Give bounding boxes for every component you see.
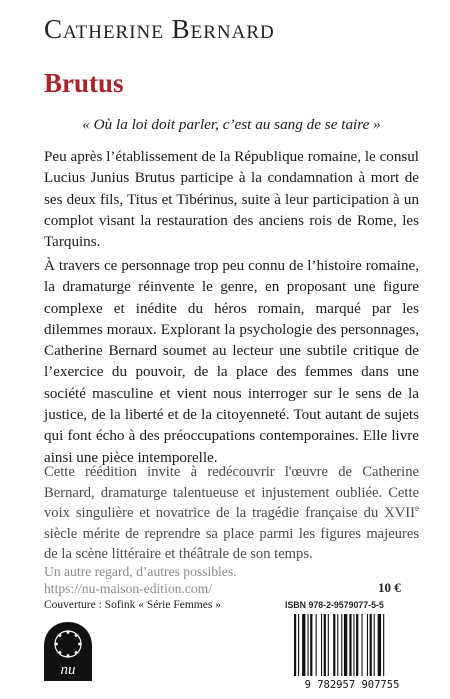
barcode-bar [328,614,329,676]
barcode-bar [310,614,312,676]
summary-paragraph-3 [44,462,419,565]
barcode-bar [362,614,363,676]
barcode-bar [374,614,375,676]
isbn-label: ISBN 978-2-9579077-5-5 [285,600,384,610]
barcode-bar [353,614,354,676]
barcode-bar [356,614,358,676]
barcode-bar [298,614,299,676]
cover-credit: Couverture : Sofink « Série Femmes » [44,599,221,611]
para3-text-a: Cette réédition invite à redécouvrir l'œuvre de Catherine Bernard, dramaturge talentueuse et injustement oubliée. Cette voix singulière et novatrice de la tragédie française du [44,464,419,521]
barcode-bar [367,614,368,676]
barcode-bar [349,614,351,676]
barcode-bar [337,614,338,676]
barcode-bar [308,614,309,676]
barcode-number: 9 782957 907755 [304,679,400,690]
author-name: Catherine Bernard [44,14,275,44]
summary-paragraph-1: Peu après l’établissement de la République romaine, le consul Lucius Junius Brutus participe à la condamnation à mort de ses deux fils, Titus et Tibérinus, suite à leur participation à un complot visant la restauration des anciens rois de Rome, les Tarquins. [44,149,419,251]
barcode-bars [294,614,384,676]
publisher-logo-icon [42,620,94,683]
barcode-bar [344,614,347,676]
logo-text: nu [60,662,76,678]
footer-info [44,564,237,614]
barcode-bar [316,614,317,676]
para3-text-b: siècle mérite de reprendre sa place parmi les figures majeures de la scène littéraire et théâtrale de son temps. [44,525,419,562]
century-numeral: XVII [384,505,415,521]
barcode-bar [333,614,335,676]
barcode-bar [302,614,305,676]
summary-paragraph-2: À travers ce personnage trop peu connu de l’histoire romaine, la dramaturge réinvente le genre, en proposant une figure complexe et inédite du héros romain, marqué par les dilemmes moraux. Explorant la psychologie des personnages, Catherine Bernard soumet au lecteur une subtile critique de l’exercice du pouvoir, de la place des femmes dans une société masculine et vient nous interroger sur le sens de la justice, de la liberté et de la citoyenneté. Tout autant de sujets qui font écho à des préoccupations contemporaines. Elle livre ainsi une pièce intemporelle. [44,258,419,466]
publisher-slogan: Un autre regard, d’autres possibles. [44,564,237,579]
barcode-bar [341,614,342,676]
barcode-bar [378,614,381,676]
publisher-website[interactable]: https://nu-maison-edition.com/ [44,580,213,596]
barcode-bar [370,614,372,676]
price-label: 10 € [378,580,401,595]
barcode-bar [383,614,384,676]
barcode-bar [294,614,296,676]
barcode-bar [321,614,322,676]
century-superscript: e [415,503,419,514]
tagline-quote: « Où la loi doit parler, c’est au sang de se taire » [82,116,381,133]
barcode-bar [324,614,326,676]
book-title: Brutus [44,68,124,98]
barcode-icon [286,612,418,690]
